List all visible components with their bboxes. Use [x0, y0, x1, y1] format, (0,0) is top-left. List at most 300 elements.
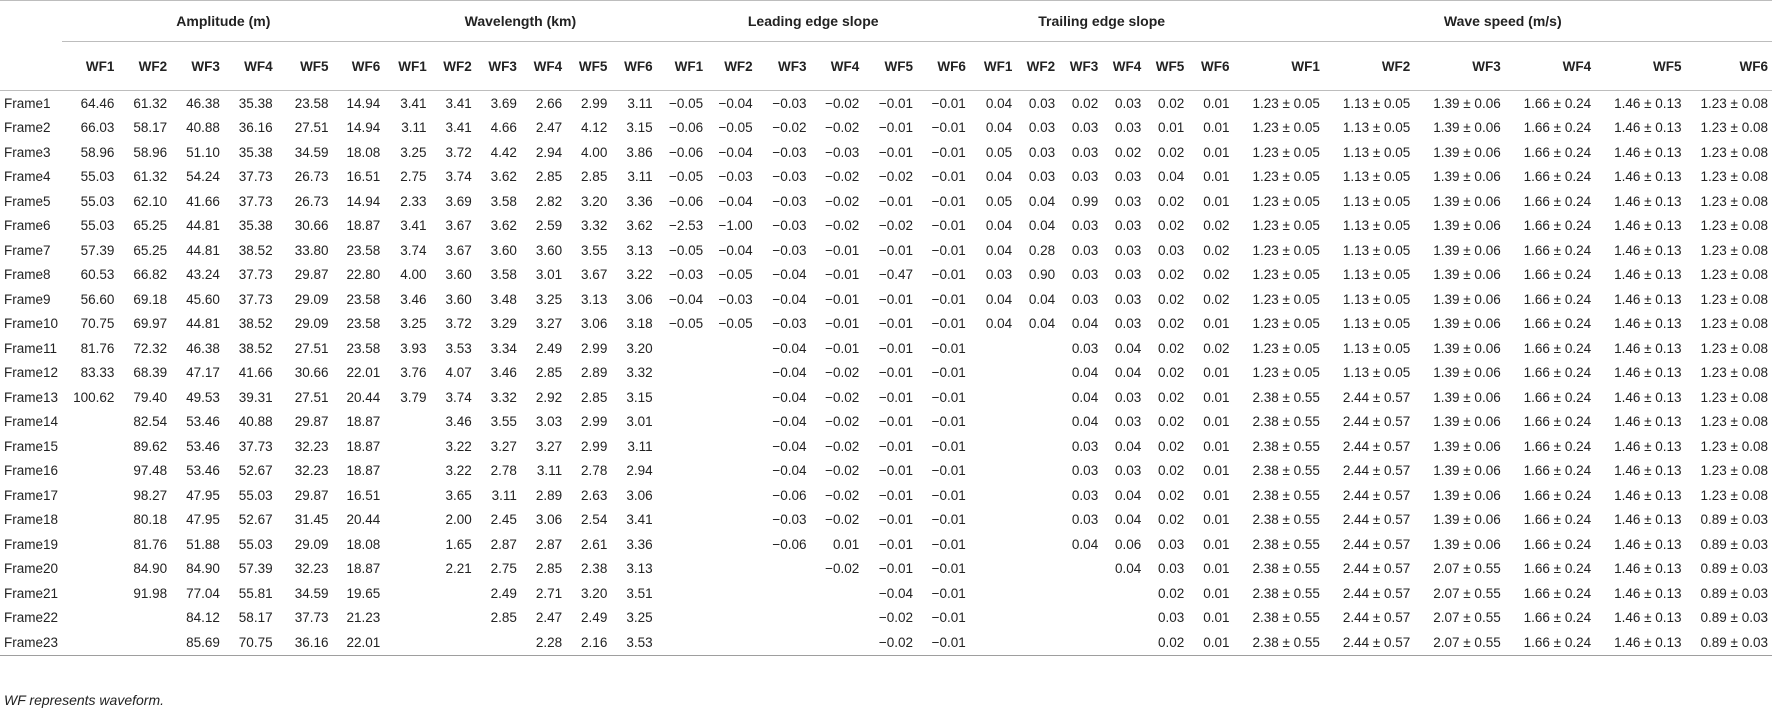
table-cell: −0.03: [718, 291, 753, 307]
table-cell: −0.01: [931, 120, 966, 136]
table-cell: 0.02: [1158, 316, 1185, 332]
table-cell: 2.49: [535, 340, 563, 356]
table-cell: 37.73: [238, 438, 273, 454]
column-header-wf3: WF3: [1059, 42, 1102, 91]
table-cell: 3.48: [490, 291, 517, 307]
table-cell: 2.44 ± 0.57: [1342, 561, 1411, 577]
table-cell: 1.66 ± 0.24: [1523, 389, 1592, 405]
table-cell: 70.75: [224, 630, 277, 655]
table-cell: 58.17: [133, 120, 168, 136]
table-cell: 1.66 ± 0.24: [1523, 536, 1592, 552]
table-cell: 0.02: [1203, 340, 1230, 356]
table-cell: 3.13: [626, 242, 653, 258]
table-cell: 1.46 ± 0.13: [1614, 291, 1682, 307]
table-cell: 55.03: [238, 487, 273, 503]
table-cell: 1.46 ± 0.13: [1614, 414, 1682, 430]
table-cell: 0.01: [1203, 316, 1230, 332]
table-cell: 3.53: [445, 340, 472, 356]
table-cell: −0.01: [878, 316, 914, 332]
table-cell: 1.66 ± 0.24: [1523, 193, 1592, 209]
table-row: [0, 116, 1772, 141]
table-cell: 1.66 ± 0.24: [1523, 169, 1592, 185]
table-cell: −0.04: [772, 389, 807, 405]
table-cell: [62, 483, 118, 508]
table-cell: 3.41: [626, 512, 653, 528]
table-cell: 54.24: [186, 169, 220, 185]
column-header-wf5: WF5: [277, 42, 333, 91]
table-cell: 1.23 ± 0.08: [1700, 95, 1768, 111]
table-cell: 4.42: [490, 144, 517, 160]
table-cell: 3.41: [400, 95, 427, 111]
table-cell: 1.23 ± 0.05: [1252, 365, 1320, 381]
table-cell: −0.01: [878, 340, 914, 356]
table-cell: 4.00: [400, 267, 427, 283]
table-cell: −0.03: [772, 193, 807, 209]
table-cell: 0.89 ± 0.03: [1700, 585, 1768, 601]
table-cell: 3.74: [445, 389, 472, 405]
table-cell: 34.59: [294, 144, 329, 160]
table-cell: [62, 434, 118, 459]
table-cell: 0.01: [1203, 463, 1230, 479]
table-cell: 2.38 ± 0.55: [1252, 610, 1320, 626]
table-cell: 0.03: [1158, 610, 1185, 626]
table-cell: 0.03: [1071, 120, 1099, 136]
table-cell: 21.23: [346, 610, 381, 626]
table-cell: −0.02: [825, 414, 860, 430]
table-cell: 3.62: [490, 169, 517, 185]
table-cell: 1.39 ± 0.06: [1433, 193, 1501, 209]
table-cell: −0.01: [931, 242, 966, 258]
table-cell: 2.38 ± 0.55: [1252, 512, 1320, 528]
table-cell: 3.93: [400, 340, 427, 356]
table-cell: 100.62: [73, 389, 115, 405]
table-cell: −0.03: [772, 316, 807, 332]
column-header-wf2: WF2: [1016, 42, 1059, 91]
table-cell: 83.33: [80, 365, 115, 381]
table-cell: 91.98: [133, 585, 168, 601]
group-header-row: [0, 1, 1772, 42]
table-cell: 1.39 ± 0.06: [1433, 120, 1501, 136]
table-cell: −0.02: [825, 438, 860, 454]
table-cell: −0.04: [669, 291, 704, 307]
table-cell: [1016, 336, 1059, 361]
table-cell: 65.25: [133, 242, 168, 258]
table-cell: −0.02: [825, 487, 860, 503]
table-cell: 2.44 ± 0.57: [1342, 585, 1411, 601]
table-cell: [707, 410, 757, 435]
table-cell: 0.04: [985, 218, 1013, 234]
table-cell: 2.87: [490, 536, 517, 552]
table-cell: 0.89 ± 0.03: [1700, 536, 1768, 552]
table-cell: 64.46: [80, 95, 115, 111]
table-cell: 1.23 ± 0.08: [1700, 463, 1768, 479]
table-cell: [707, 606, 757, 631]
table-cell: −0.03: [772, 242, 807, 258]
table-cell: 3.11: [536, 463, 563, 479]
table-cell: 1.23 ± 0.08: [1700, 340, 1768, 356]
table-cell: 2.85: [490, 610, 517, 626]
table-cell: −0.01: [931, 218, 966, 234]
table-cell: 1.23 ± 0.08: [1700, 242, 1768, 258]
table-cell: 2.99: [581, 438, 608, 454]
table-cell: 2.38 ± 0.55: [1252, 463, 1320, 479]
table-cell: 2.61: [581, 536, 608, 552]
table-cell: 0.03: [985, 267, 1013, 283]
table-cell: [431, 606, 476, 631]
table-cell: 0.02: [1203, 242, 1230, 258]
table-cell: 57.39: [80, 242, 115, 258]
table-cell: 2.44 ± 0.57: [1342, 610, 1411, 626]
table-cell: 3.36: [626, 536, 653, 552]
table-cell: 1.39 ± 0.06: [1433, 291, 1501, 307]
table-cell: −0.05: [669, 169, 704, 185]
table-cell: −0.03: [772, 144, 807, 160]
table-cell: 0.04: [985, 242, 1013, 258]
table-cell: −0.06: [772, 536, 807, 552]
table-cell: 0.03: [1028, 95, 1056, 111]
table-cell: 0.28: [1028, 242, 1056, 258]
table-cell: 2.78: [581, 463, 608, 479]
table-cell: −0.01: [931, 169, 966, 185]
table-cell: 0.01: [1203, 389, 1230, 405]
table-cell: 1.66 ± 0.24: [1523, 218, 1592, 234]
table-cell: 1.13 ± 0.05: [1342, 193, 1411, 209]
table-cell: −0.05: [718, 316, 753, 332]
column-header-wf5: WF5: [1145, 42, 1188, 91]
table-cell: 53.46: [186, 414, 220, 430]
table-cell: 58.96: [80, 144, 115, 160]
table-cell: −0.01: [931, 389, 966, 405]
table-cell: 0.04: [1114, 487, 1142, 503]
table-cell: 2.38 ± 0.55: [1252, 438, 1320, 454]
table-cell: 1.46 ± 0.13: [1614, 218, 1682, 234]
table-cell: 3.32: [490, 389, 517, 405]
table-cell: [707, 361, 757, 386]
table-cell: −0.01: [878, 487, 914, 503]
table-cell: 2.78: [490, 463, 517, 479]
table-cell: 1.66 ± 0.24: [1523, 95, 1592, 111]
column-header-wf4: WF4: [1102, 42, 1145, 91]
table-cell: [657, 361, 708, 386]
table-cell: 0.03: [1071, 512, 1099, 528]
table-cell: [431, 581, 476, 606]
table-cell: 18.08: [346, 144, 381, 160]
table-cell: 3.76: [400, 365, 427, 381]
table-cell: [1016, 483, 1059, 508]
table-cell: 2.44 ± 0.57: [1342, 487, 1411, 503]
table-cell: 0.89 ± 0.03: [1686, 630, 1772, 655]
table-cell: 35.38: [238, 95, 273, 111]
table-cell: −0.01: [878, 193, 914, 209]
table-cell: 1.23 ± 0.08: [1700, 316, 1768, 332]
column-header-wf1: WF1: [384, 42, 430, 91]
row-label: Frame9: [4, 291, 51, 307]
table-cell: −0.02: [878, 610, 914, 626]
table-cell: −0.01: [878, 242, 914, 258]
table-cell: 51.88: [186, 536, 220, 552]
table-cell: 1.66 ± 0.24: [1523, 120, 1592, 136]
column-header-wf1: WF1: [1234, 42, 1324, 91]
table-cell: 0.03: [1114, 169, 1142, 185]
table-cell: 82.54: [133, 414, 168, 430]
table-cell: −0.01: [931, 414, 966, 430]
table-cell: 1.23 ± 0.05: [1252, 242, 1320, 258]
table-cell: 3.20: [626, 340, 653, 356]
table-cell: 84.12: [186, 610, 220, 626]
table-cell: 0.03: [1114, 267, 1142, 283]
table-cell: [1102, 630, 1145, 655]
table-cell: 29.87: [294, 487, 329, 503]
table-cell: −0.02: [825, 561, 860, 577]
table-cell: 1.13 ± 0.05: [1342, 242, 1411, 258]
group-header-amplitude: Amplitude (m): [62, 1, 384, 42]
table-cell: 3.32: [581, 218, 608, 234]
table-cell: 0.04: [985, 316, 1013, 332]
table-cell: [1102, 606, 1145, 631]
table-cell: 0.02: [1158, 218, 1185, 234]
table-cell: −0.01: [931, 193, 966, 209]
table-cell: 0.04: [1028, 291, 1056, 307]
table-cell: 37.73: [238, 193, 273, 209]
table-cell: [657, 557, 708, 582]
table-cell: 22.01: [346, 365, 381, 381]
table-cell: 23.58: [346, 242, 381, 258]
table-cell: 0.04: [1071, 365, 1099, 381]
table-cell: 3.29: [490, 316, 517, 332]
table-cell: 1.66 ± 0.24: [1523, 340, 1592, 356]
table-cell: 2.92: [535, 389, 563, 405]
table-cell: 2.85: [581, 169, 608, 185]
table-cell: −0.03: [825, 144, 860, 160]
table-cell: [384, 557, 430, 582]
table-cell: 27.51: [294, 120, 329, 136]
row-label: Frame16: [4, 463, 59, 479]
table-cell: −0.01: [931, 536, 966, 552]
table-cell: 0.03: [1071, 463, 1099, 479]
table-cell: 0.01: [1158, 120, 1185, 136]
table-cell: 0.04: [1028, 193, 1056, 209]
table-cell: 1.23 ± 0.08: [1700, 365, 1768, 381]
row-label: Frame3: [4, 144, 51, 160]
table-cell: 2.89: [581, 365, 608, 381]
table-cell: 1.39 ± 0.06: [1433, 463, 1501, 479]
table-cell: 0.04: [1158, 169, 1185, 185]
table-cell: 2.44 ± 0.57: [1342, 512, 1411, 528]
table-cell: 1.23 ± 0.08: [1700, 120, 1768, 136]
table-cell: 0.04: [1071, 389, 1099, 405]
table-cell: 52.67: [238, 463, 273, 479]
table-cell: 0.89 ± 0.03: [1700, 610, 1768, 626]
table-cell: 2.44 ± 0.57: [1342, 438, 1411, 454]
table-cell: 22.80: [346, 267, 381, 283]
table-cell: 1.13 ± 0.05: [1342, 340, 1411, 356]
row-label: Frame1: [4, 95, 51, 111]
table-cell: 57.39: [238, 561, 273, 577]
table-cell: −0.06: [669, 120, 704, 136]
table-cell: 1.46 ± 0.13: [1614, 389, 1682, 405]
table-cell: −0.03: [718, 169, 753, 185]
table-cell: 1.46 ± 0.13: [1614, 585, 1682, 601]
table-cell: 1.66 ± 0.24: [1523, 242, 1592, 258]
table-cell: 0.03: [1071, 169, 1099, 185]
table-cell: 1.23 ± 0.08: [1700, 267, 1768, 283]
table-cell: 18.87: [346, 561, 381, 577]
table-cell: [970, 410, 1016, 435]
table-row: [0, 508, 1772, 533]
table-cell: 0.03: [1114, 389, 1142, 405]
table-cell: 0.02: [1158, 389, 1185, 405]
table-cell: 84.90: [186, 561, 220, 577]
table-cell: 14.94: [346, 95, 381, 111]
table-cell: −0.06: [772, 487, 807, 503]
table-cell: 2.38: [581, 561, 608, 577]
table-cell: 0.02: [1158, 414, 1185, 430]
table-cell: 3.51: [626, 585, 653, 601]
table-cell: 38.52: [238, 242, 273, 258]
table-cell: [1016, 434, 1059, 459]
table-cell: 1.39 ± 0.06: [1433, 365, 1501, 381]
table-cell: 29.87: [294, 414, 329, 430]
table-cell: [970, 434, 1016, 459]
table-cell: −0.04: [878, 585, 914, 601]
table-row: [0, 189, 1772, 214]
table-cell: [384, 410, 430, 435]
waveform-header-row: [0, 42, 1772, 91]
column-header-wf4: WF4: [224, 42, 277, 91]
table-cell: 0.02: [1158, 144, 1185, 160]
table-cell: 1.39 ± 0.06: [1433, 340, 1501, 356]
table-cell: 1.66 ± 0.24: [1523, 267, 1592, 283]
table-row: [0, 238, 1772, 263]
column-header-wf6: WF6: [917, 42, 970, 91]
table-cell: 1.66 ± 0.24: [1523, 316, 1592, 332]
table-cell: [1059, 581, 1102, 606]
table-cell: 2.94: [535, 144, 563, 160]
table-cell: 1.46 ± 0.13: [1614, 438, 1682, 454]
column-header-wf1: WF1: [62, 42, 118, 91]
table-cell: −0.01: [878, 291, 914, 307]
table-cell: 2.44 ± 0.57: [1342, 389, 1411, 405]
table-cell: 3.11: [491, 487, 517, 503]
table-cell: 1.23 ± 0.08: [1700, 169, 1768, 185]
table-cell: −0.01: [931, 95, 966, 111]
table-cell: −0.02: [863, 630, 917, 655]
table-cell: 1.46 ± 0.13: [1614, 536, 1682, 552]
table-cell: −0.01: [878, 561, 914, 577]
column-header-wf2: WF2: [707, 42, 757, 91]
table-cell: −0.02: [825, 512, 860, 528]
table-cell: 0.03: [1114, 463, 1142, 479]
row-label: Frame14: [4, 414, 59, 430]
table-cell: [970, 606, 1016, 631]
table-cell: [1016, 532, 1059, 557]
table-cell: 40.88: [238, 414, 273, 430]
table-cell: 2.44 ± 0.57: [1342, 463, 1411, 479]
table-cell: 0.02: [1158, 95, 1185, 111]
column-header-wf1: WF1: [657, 42, 708, 91]
table-cell: 2.44 ± 0.57: [1342, 414, 1411, 430]
table-cell: −0.01: [878, 120, 914, 136]
table-cell: −0.04: [772, 438, 807, 454]
table-cell: 2.99: [581, 340, 608, 356]
table-cell: 0.03: [1114, 414, 1142, 430]
table-cell: 1.46 ± 0.13: [1614, 463, 1682, 479]
table-cell: 0.02: [1158, 512, 1185, 528]
table-cell: 2.75: [490, 561, 517, 577]
table-cell: 1.39 ± 0.06: [1433, 169, 1501, 185]
table-cell: −0.01: [878, 536, 914, 552]
table-cell: −0.01: [878, 144, 914, 160]
table-row: [0, 606, 1772, 631]
table-cell: 0.02: [1145, 630, 1188, 655]
table-cell: 3.22: [626, 267, 653, 283]
table-cell: 1.39 ± 0.06: [1433, 389, 1501, 405]
table-cell: 3.74: [445, 169, 472, 185]
table-cell: 2.54: [581, 512, 608, 528]
table-cell: 2.66: [535, 95, 563, 111]
table-cell: [707, 336, 757, 361]
row-label: Frame2: [4, 120, 51, 136]
table-cell: [811, 606, 864, 631]
table-cell: 3.27: [535, 316, 563, 332]
table-cell: [431, 630, 476, 655]
table-cell: 3.58: [490, 193, 517, 209]
table-cell: 1.46 ± 0.13: [1614, 95, 1682, 111]
column-header-wf6: WF6: [1188, 42, 1233, 91]
table-cell: 0.03: [1071, 144, 1099, 160]
table-cell: 1.46 ± 0.13: [1614, 340, 1682, 356]
table-cell: 3.55: [490, 414, 517, 430]
table-cell: 69.97: [133, 316, 168, 332]
table-cell: 1.66 ± 0.24: [1523, 414, 1592, 430]
table-cell: 98.27: [133, 487, 168, 503]
table-cell: −0.01: [825, 242, 860, 258]
table-cell: −0.02: [825, 193, 860, 209]
row-label: Frame6: [4, 218, 51, 234]
table-cell: 3.69: [490, 95, 517, 111]
table-cell: 0.03: [1071, 218, 1099, 234]
table-cell: [707, 508, 757, 533]
table-cell: 20.44: [346, 389, 381, 405]
table-cell: 1.39 ± 0.06: [1433, 487, 1501, 503]
table-cell: 16.51: [346, 487, 381, 503]
table-cell: −0.04: [772, 267, 807, 283]
table-cell: 3.25: [400, 144, 427, 160]
table-cell: 3.34: [490, 340, 517, 356]
table-cell: 4.66: [490, 120, 517, 136]
table-cell: 1.39 ± 0.06: [1433, 512, 1501, 528]
table-cell: 56.60: [80, 291, 115, 307]
table-cell: 1.13 ± 0.05: [1342, 95, 1411, 111]
table-cell: 52.67: [238, 512, 273, 528]
table-cell: 0.01: [1203, 610, 1230, 626]
table-row: [0, 287, 1772, 312]
table-cell: 0.05: [985, 193, 1013, 209]
table-cell: 41.66: [186, 193, 220, 209]
table-cell: −0.02: [878, 169, 914, 185]
table-cell: 2.75: [400, 169, 427, 185]
table-cell: 0.04: [1071, 316, 1099, 332]
table-cell: 53.46: [186, 438, 220, 454]
table-cell: 0.03: [1114, 218, 1142, 234]
table-cell: 29.87: [294, 267, 329, 283]
table-cell: [1016, 581, 1059, 606]
table-cell: 1.13 ± 0.05: [1342, 365, 1411, 381]
table-row: [0, 91, 1772, 116]
table-cell: 1.23 ± 0.05: [1252, 120, 1320, 136]
table-cell: 1.66 ± 0.24: [1523, 585, 1592, 601]
table-cell: 3.20: [581, 193, 608, 209]
